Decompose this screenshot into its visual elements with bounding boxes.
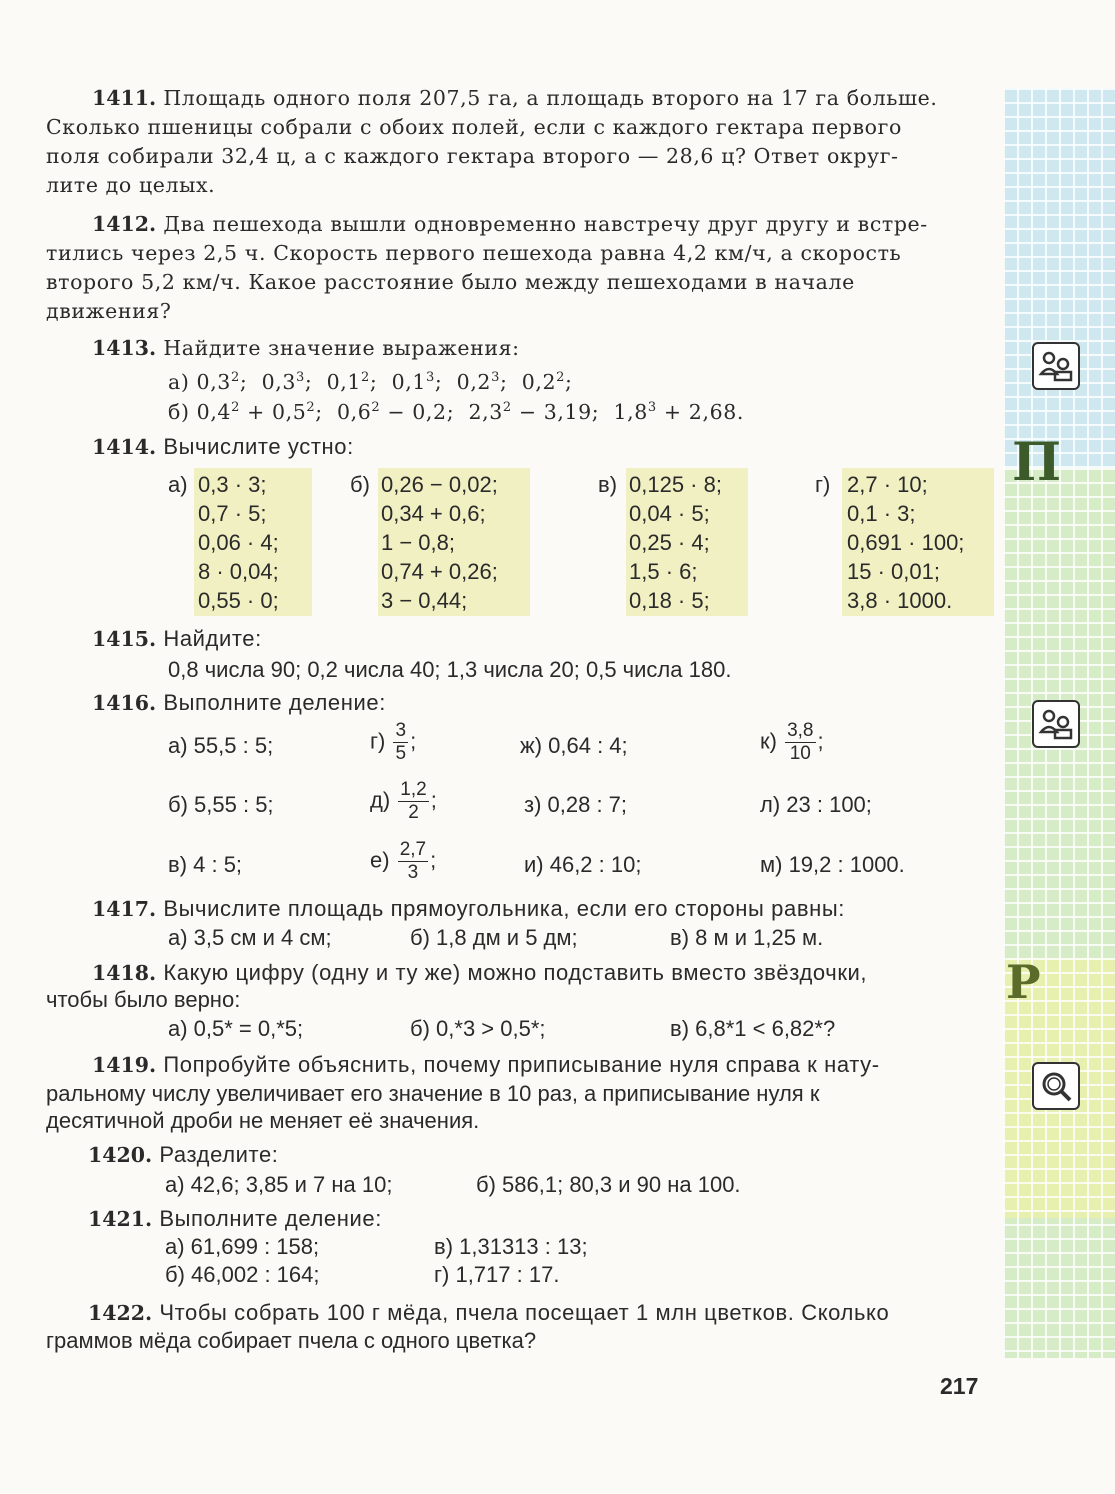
- problem-title: Вычислите устно:: [163, 434, 354, 459]
- item: з) 0,28 : 7;: [524, 792, 628, 817]
- research-icon: [1032, 1062, 1080, 1110]
- item: в) 8 м и 1,25 м.: [670, 925, 824, 950]
- item: 0,125 · 8;: [629, 472, 722, 497]
- problem-number: 1415.: [92, 627, 157, 651]
- item: в) 1,31313 : 13;: [434, 1234, 588, 1259]
- problem-1412-line-3: второго 5,2 км/ч. Какое расстояние было между пешеходами в начале: [46, 270, 855, 294]
- item: б) 5,55 : 5;: [168, 792, 274, 817]
- item-e: [370, 839, 436, 884]
- item: 0,7 · 5;: [198, 501, 267, 526]
- problem-number: 1411.: [92, 86, 157, 110]
- fraction: [785, 720, 815, 765]
- problem-title: Выполните деление:: [159, 1206, 382, 1231]
- denominator: 2: [408, 802, 419, 823]
- exponent: 3: [295, 370, 305, 385]
- exponent: 2: [230, 370, 240, 385]
- part-label: д): [370, 787, 391, 813]
- item: 0,74 + 0,26;: [381, 559, 498, 584]
- item: а) 61,699 : 158;: [165, 1234, 320, 1259]
- problem-number: 1420.: [88, 1143, 153, 1167]
- col-label: в): [598, 472, 618, 497]
- semicolon: ;: [430, 787, 437, 813]
- item: ж) 0,64 : 4;: [520, 733, 628, 758]
- problem-number: 1419.: [92, 1053, 157, 1077]
- item-k: [760, 720, 824, 765]
- item: 0,1 · 3;: [847, 501, 916, 526]
- problem-number: 1416.: [92, 691, 157, 715]
- exponent: 2: [556, 370, 565, 385]
- text-line: Два пешехода вышли одновременно навстречу друг другу и встре-: [163, 212, 928, 236]
- part-label: е): [370, 847, 390, 873]
- semicolon: ;: [430, 847, 437, 873]
- exponent: 2: [371, 400, 381, 415]
- exponent: 2: [231, 400, 240, 415]
- col-label: г): [815, 472, 831, 497]
- exponent: 2: [306, 400, 316, 415]
- letter-p-icon: П: [1012, 432, 1062, 493]
- part-label: г): [370, 728, 386, 754]
- exponent: 3: [647, 400, 657, 415]
- semicolon: ;: [817, 728, 824, 754]
- text-line: Чтобы собрать 100 г мёда, пчела посещает 1 млн цветков. Сколько: [159, 1300, 890, 1325]
- problem-number: 1418.: [92, 961, 157, 985]
- numerator: 3,8: [787, 720, 814, 741]
- problem-number: 1422.: [88, 1301, 153, 1325]
- expr: 2,3: [468, 400, 503, 424]
- text-line: Площадь одного поля 207,5 га, а площадь второго на 17 га больше.: [163, 86, 938, 110]
- item: 0,55 · 0;: [198, 588, 279, 613]
- item: б) 46,002 : 164;: [165, 1262, 320, 1287]
- problem-number: 1417.: [92, 897, 157, 921]
- item: 2,7 · 10;: [847, 472, 928, 497]
- expr: 0,6: [337, 400, 372, 424]
- item: 0,691 · 100;: [847, 530, 965, 555]
- problem-number: 1412.: [92, 212, 157, 236]
- part-label: к): [760, 728, 777, 754]
- item: 0,3 · 3;: [198, 472, 267, 497]
- expr: 1,8: [613, 400, 648, 424]
- page-number: 217: [940, 1373, 979, 1399]
- item: 0,18 · 5;: [629, 588, 710, 613]
- problem-title: Вычислите площадь прямоугольника, если его стороны равны:: [163, 896, 846, 921]
- item: г) 1,717 : 17.: [434, 1262, 560, 1287]
- item: л) 23 : 100;: [760, 792, 872, 817]
- problem-number: 1413.: [92, 336, 157, 360]
- problem-title: Выполните деление:: [163, 690, 386, 715]
- item: в) 4 : 5;: [168, 852, 243, 877]
- expr: + 2,68.: [656, 400, 744, 424]
- text-line: чтобы было верно:: [46, 987, 241, 1012]
- item: 0,25 · 4;: [629, 530, 710, 555]
- problem-1413-part-b: б) $0,4^2 + 0,5^2$; $0,6^2 - 0,2$; $2,3^2 - 3,19$; $1,8^3 + 2,68$.: [168, 400, 744, 424]
- fraction: [393, 720, 408, 765]
- item: 8 · 0,04;: [198, 559, 279, 584]
- problem-1415-line: 0,8 числа 90; 0,2 числа 40; 1,3 числа 20; 0,5 числа 180.: [168, 657, 732, 682]
- expr: 0,2: [456, 370, 492, 394]
- item: а) 42,6; 3,85 и 7 на 10;: [165, 1172, 393, 1197]
- item: 0,06 · 4;: [198, 530, 279, 555]
- grid-pattern-green: [1003, 468, 1115, 1358]
- item: в) 6,8*1 < 6,82*?: [670, 1016, 836, 1041]
- denominator: 5: [395, 743, 407, 764]
- exponent: 2: [502, 400, 512, 415]
- item: 0,26 − 0,02;: [381, 472, 498, 497]
- problem-1412-line-4: движения?: [46, 299, 172, 323]
- problem-1411-line-1: [46, 84, 996, 113]
- item: 0,04 · 5;: [629, 501, 710, 526]
- part-label: а): [168, 370, 190, 394]
- item: и) 46,2 : 10;: [524, 852, 642, 877]
- problem-1412-line-2: тились через 2,5 ч. Скорость первого пешехода равна 4,2 км/ч, а скорость: [46, 241, 902, 265]
- problem-1411-line-3: поля собирали 32,4 ц, а с каждого гектара второго — 28,6 ц? Ответ округ-: [46, 144, 899, 168]
- item: а) 55,5 : 5;: [168, 733, 274, 758]
- item: а) 3,5 см и 4 см;: [168, 925, 332, 950]
- problem-title: Найдите:: [163, 626, 262, 651]
- item: 15 · 0,01;: [847, 559, 940, 584]
- expr: − 3,19;: [511, 400, 600, 424]
- part-label: б): [168, 400, 190, 424]
- problem-1411-line-4: лите до целых.: [46, 173, 216, 197]
- expr: 0,1: [326, 370, 362, 394]
- item: б) 1,8 дм и 5 дм;: [410, 925, 578, 950]
- expr: 0,1: [391, 370, 427, 394]
- numerator: 1,2: [400, 779, 427, 800]
- item: б) 0,*3 > 0,5*;: [410, 1016, 546, 1041]
- text-line: Какую цифру (одну и ту же) можно подставить вместо звёздочки,: [163, 960, 868, 985]
- problem-1413-part-a: а) $0,3^2$; $0,3^3$; $0,1^2$; $0,1^3$; $0,2^3$; $0,2^2$;: [168, 370, 573, 394]
- text-line: Попробуйте объяснить, почему приписывание нуля справа к нату-: [163, 1052, 880, 1077]
- problem-1411-line-2: Сколько пшеницы собрали с обоих полей, если с каждого гектара первого: [46, 115, 902, 139]
- fraction: [398, 779, 428, 824]
- item: 3 − 0,44;: [381, 588, 468, 613]
- expr: 0,2: [521, 370, 557, 394]
- expr: 0,4: [196, 400, 232, 424]
- col-label: а): [168, 472, 188, 497]
- fraction: [398, 839, 428, 884]
- denominator: 3: [407, 862, 419, 883]
- semicolon: ;: [410, 728, 417, 754]
- expr: 0,3: [261, 370, 296, 394]
- problem-number: 1421.: [88, 1207, 153, 1231]
- item: а) 0,5* = 0,*5;: [168, 1016, 304, 1041]
- text-line: десятичной дроби не меняет её значения.: [46, 1108, 480, 1133]
- numerator: 3: [395, 720, 407, 741]
- exponent: 3: [491, 370, 500, 385]
- exponent: 3: [426, 370, 435, 385]
- letter-r-icon: Р: [1006, 955, 1041, 1009]
- problem-title: Найдите значение выражения:: [163, 336, 520, 360]
- expr: − 0,2;: [380, 400, 455, 424]
- text-line: ральному числу увеличивает его значение в 10 раз, а приписывание нуля к: [46, 1081, 820, 1106]
- denominator: 10: [789, 743, 811, 764]
- expr: 0,3: [196, 370, 231, 394]
- text-line: граммов мёда собирает пчела с одного цветка?: [46, 1328, 537, 1353]
- problem-number: 1414.: [92, 435, 157, 459]
- item: 1,5 · 6;: [629, 559, 698, 584]
- item-g: [370, 720, 416, 765]
- numerator: 2,7: [399, 839, 427, 860]
- item: 0,34 + 0,6;: [381, 501, 486, 526]
- item: м) 19,2 : 1000.: [760, 852, 905, 877]
- pair-work-icon-2: [1032, 700, 1080, 748]
- item: 3,8 · 1000.: [847, 588, 953, 613]
- item-d: [370, 779, 437, 824]
- item: б) 586,1; 80,3 и 90 на 100.: [476, 1172, 741, 1197]
- expr: + 0,5: [239, 400, 307, 424]
- item: 1 − 0,8;: [381, 530, 456, 555]
- col-label: б): [350, 472, 370, 497]
- exponent: 2: [361, 370, 370, 385]
- problem-title: Разделите:: [159, 1142, 279, 1167]
